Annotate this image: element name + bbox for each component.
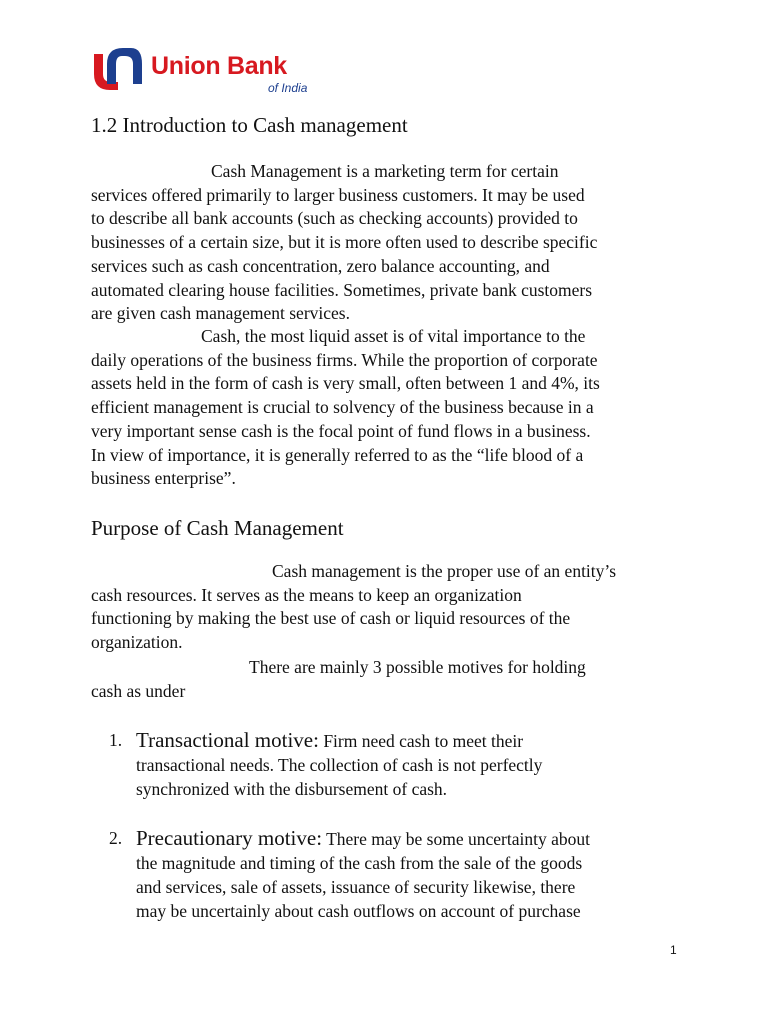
text-line: services such as cash concentration, zero balance accounting, and [91, 255, 550, 276]
text-line: very important sense cash is the focal point of fund flows in a business. [91, 420, 591, 441]
text-line: business enterprise”. [91, 468, 236, 489]
text-line: functioning by making the best use of cash or liquid resources of the [91, 608, 571, 629]
paragraph-cash-management-purpose [91, 560, 616, 655]
list-number: 2. [109, 828, 123, 848]
page-number: 1 [670, 943, 677, 957]
brand-name: Union Bank [151, 52, 287, 80]
text-line: organization. [91, 632, 183, 653]
text-line: Firm need cash to meet their [318, 731, 524, 751]
text-line: synchronized with the disbursement of cash. [136, 779, 448, 799]
text-line: cash as under [91, 680, 186, 701]
text-line: and services, sale of assets, issuance of security likewise, there [136, 877, 576, 897]
union-bank-logo [90, 44, 310, 94]
text-line: businesses of a certain size, but it is more often used to describe specific [91, 232, 598, 253]
list-number: 1. [109, 730, 123, 750]
paragraph-cash-liquid-asset [91, 325, 600, 491]
text-line: assets held in the form of cash is very small, often between 1 and 4%, its [91, 373, 600, 394]
text-line: the magnitude and timing of the cash from the sale of the goods [136, 853, 583, 873]
text-line: services offered primarily to larger business customers. It may be used [91, 184, 585, 205]
list-term: Precautionary motive: [136, 826, 323, 850]
text-line: Cash, the most liquid asset is of vital importance to the [201, 326, 586, 346]
paragraph-cash-management-definition [91, 160, 597, 326]
text-line: automated clearing house facilities. Sometimes, private bank customers [91, 279, 593, 300]
text-line: to describe all bank accounts (such as checking accounts) provided to [91, 208, 578, 229]
text-line: transactional needs. The collection of cash is not perfectly [136, 755, 543, 775]
section-heading-purpose: Purpose of Cash Management [91, 516, 344, 540]
text-line: are given cash management services. [91, 303, 350, 324]
text-line: There may be some uncertainty about [322, 829, 590, 849]
text-line: cash resources. It serves as the means to keep an organization [91, 584, 522, 605]
text-line: Cash management is the proper use of an entity’s [272, 561, 617, 581]
text-line: efficient management is crucial to solvency of the business because in a [91, 397, 594, 418]
list-term: Transactional motive: [136, 728, 319, 752]
section-heading-introduction: 1.2 Introduction to Cash management [91, 113, 408, 137]
text-line: Cash Management is a marketing term for certain [211, 161, 559, 181]
text-line: In view of importance, it is generally referred to as the “life blood of a [91, 444, 584, 465]
text-line: daily operations of the business firms. While the proportion of corporate [91, 349, 598, 370]
paragraph-motives-intro [91, 656, 586, 703]
brand-subtitle: of India [268, 81, 308, 95]
text-line: There are mainly 3 possible motives for holding [249, 657, 586, 677]
text-line: may be uncertainly about cash outflows on account of purchase [136, 901, 581, 921]
union-bank-emblem-icon [90, 44, 146, 94]
